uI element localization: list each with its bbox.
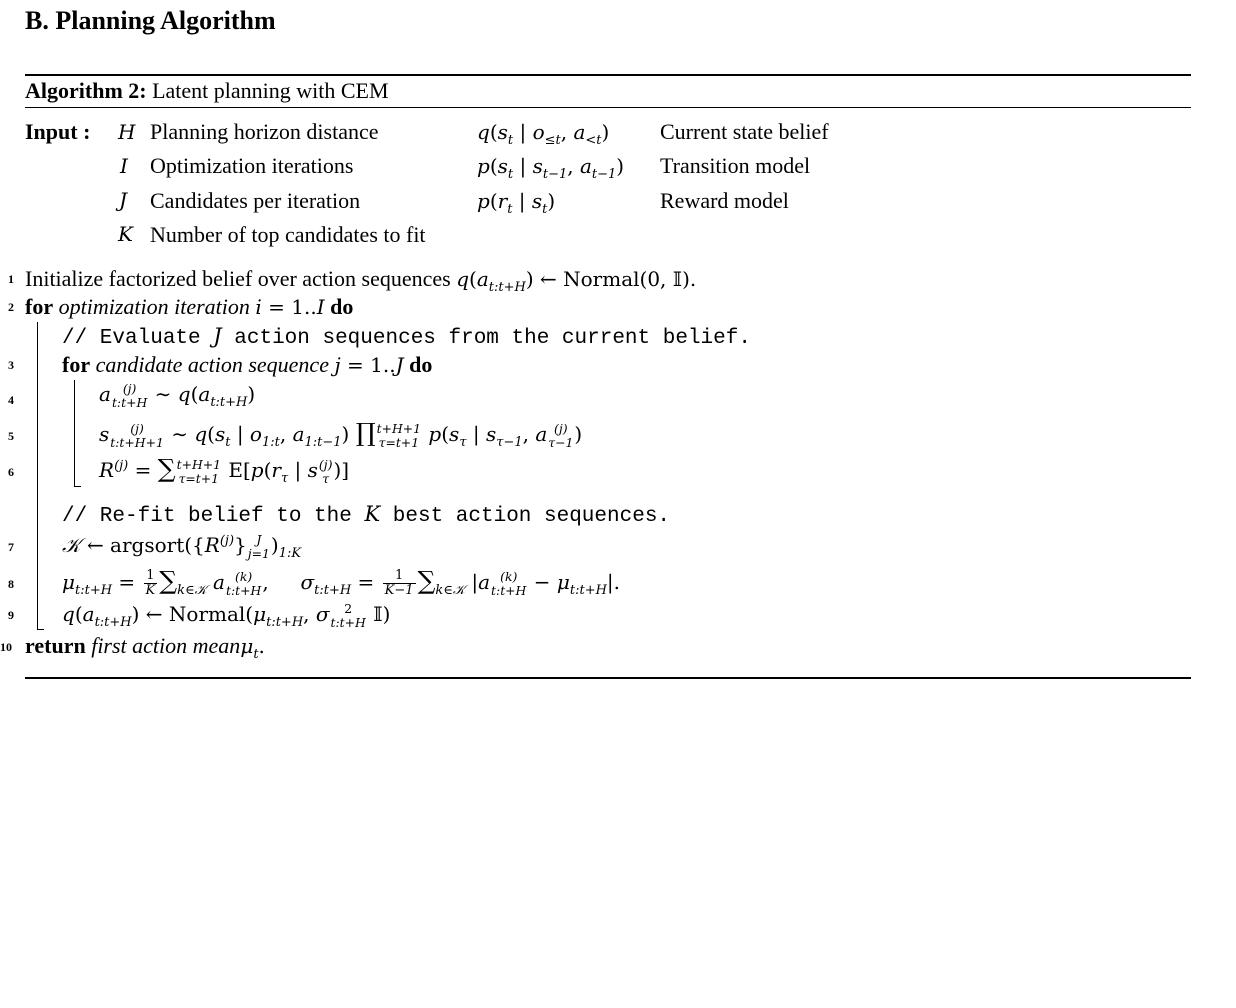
input-desc-h: Planning horizon distance xyxy=(150,119,379,144)
algorithm-line-1 xyxy=(25,266,697,295)
algorithm-line-9: $q(a_{t:t+H})$ ← $Normal(\mu_{t:t+H}$, σ 2 t:t+H 𝕀) xyxy=(62,601,391,630)
line-number-6: 6 xyxy=(8,465,14,479)
comment-refit xyxy=(62,502,670,528)
inner-loop-bar-end xyxy=(74,486,81,487)
line-number-7: 7 xyxy=(8,540,14,554)
comment-evaluate xyxy=(62,324,751,350)
line10-formula: $\mu_t$. xyxy=(240,634,265,662)
line-number-1: 1 xyxy=(8,272,14,286)
algorithm-line-2 xyxy=(25,294,353,320)
line3-italic: candidate action sequence xyxy=(95,352,329,377)
line10-italic: first action mean xyxy=(91,633,241,658)
inner-loop-bar xyxy=(74,380,75,486)
keyword-do-outer: do xyxy=(330,294,354,319)
line-number-9: 9 xyxy=(8,608,14,622)
algorithm-title: Latent planning with CEM xyxy=(152,78,389,103)
line-number-2: 2 xyxy=(8,300,14,314)
outer-loop-bar xyxy=(37,322,38,629)
top-rule xyxy=(25,74,1191,76)
input-symbol-h: H xyxy=(118,120,136,144)
input-label: Input : xyxy=(25,119,91,144)
line-number-10: 10 xyxy=(0,640,12,654)
comment2-part-b: best action sequences. xyxy=(392,505,671,528)
keyword-for-inner: for xyxy=(62,352,91,377)
input-formula-belief: $q(s_t$ | $o_{\le t}$, $a_{<t}$) xyxy=(477,120,610,148)
algorithm-line-3 xyxy=(62,352,432,378)
line1-text: Initialize factorized belief over action sequences xyxy=(25,266,451,291)
comment1-part-a: // Evaluate xyxy=(62,327,201,350)
comment2-part-a: // Re-fit belief to the xyxy=(62,505,352,528)
line2-italic: optimization iteration xyxy=(58,294,250,319)
line-number-4: 4 xyxy=(8,393,14,407)
comment2-symbol-k: K xyxy=(364,502,381,526)
line-number-8: 8 xyxy=(8,577,14,591)
input-desc-transition: Transition model xyxy=(660,153,811,178)
input-desc-belief: Current state belief xyxy=(660,119,829,144)
caption-rule xyxy=(25,107,1191,108)
input-formula-transition: $p(s_t$ | $s_{t-1}$, $a_{t-1}$) xyxy=(477,154,625,182)
input-desc-k: Number of top candidates to fit xyxy=(150,222,426,247)
algorithm-line-4: a (j) t:t+H ∼ $q(a_{t:t+H})$ xyxy=(99,381,256,410)
algorithm-line-6: $R^{(j)}$ = ∑ t+H+1 τ=t+1 $E[p(r_\tau$ | s (j) τ )] xyxy=(99,454,350,486)
keyword-return: return xyxy=(25,633,86,658)
input-desc-reward: Reward model xyxy=(660,188,789,213)
line2-formula: i = 1..I xyxy=(255,295,325,319)
bottom-rule xyxy=(25,677,1191,679)
input-desc-j: Candidates per iteration xyxy=(150,188,361,213)
input-symbol-j: J xyxy=(119,188,128,212)
input-desc-i: Optimization iterations xyxy=(150,153,354,178)
algorithm-line-7: 𝒦 ← $argsort(\{R^{(j)}\}$ J j=1 )$_{1:K}$ xyxy=(62,532,302,561)
line1-formula: $q(a_{t:t+H})$ ← Normal(0, 𝕀). xyxy=(456,267,697,295)
comment1-symbol-j: J xyxy=(213,324,222,348)
line3-formula: j = 1..J xyxy=(334,353,404,377)
algorithm-line-5: s (j) t:t+H+1 ∼ $q(s_t$ | $o_{1:t}$, $a_{1:t-1}$) ∏ t+H+1 τ=t+1 $p(s_\tau$ | $s_{\tau-1}$, a (j) τ−1 ) xyxy=(99,418,583,450)
outer-loop-bar-end xyxy=(37,629,44,630)
algorithm-label: Algorithm 2: xyxy=(25,78,147,103)
input-formula-reward: $p(r_t$ | $s_t$) xyxy=(477,189,556,217)
algorithm-line-8: $\mu_{t:t+H}$ = $\frac{1}{K}$ $\sum_{k\in 𝒦}$ a (k) t:t+H , $\sigma_{t:t+H}$ = $\frac{1}{K-1}$ $\sum_{k\in 𝒦}$ |a (k) t:t+H − $\mu_{t:t+H}|$. xyxy=(62,566,621,598)
line-number-5: 5 xyxy=(8,429,14,443)
algorithm-caption xyxy=(25,78,389,104)
keyword-do-inner: do xyxy=(409,352,433,377)
section-heading: B. Planning Algorithm xyxy=(25,6,276,35)
input-symbol-i: I xyxy=(120,154,128,178)
keyword-for-outer: for xyxy=(25,294,54,319)
input-symbol-k: K xyxy=(118,222,133,246)
line-number-3: 3 xyxy=(8,358,14,372)
comment1-part-b: action sequences from the current belief. xyxy=(234,327,751,350)
algorithm-line-10 xyxy=(25,633,265,662)
